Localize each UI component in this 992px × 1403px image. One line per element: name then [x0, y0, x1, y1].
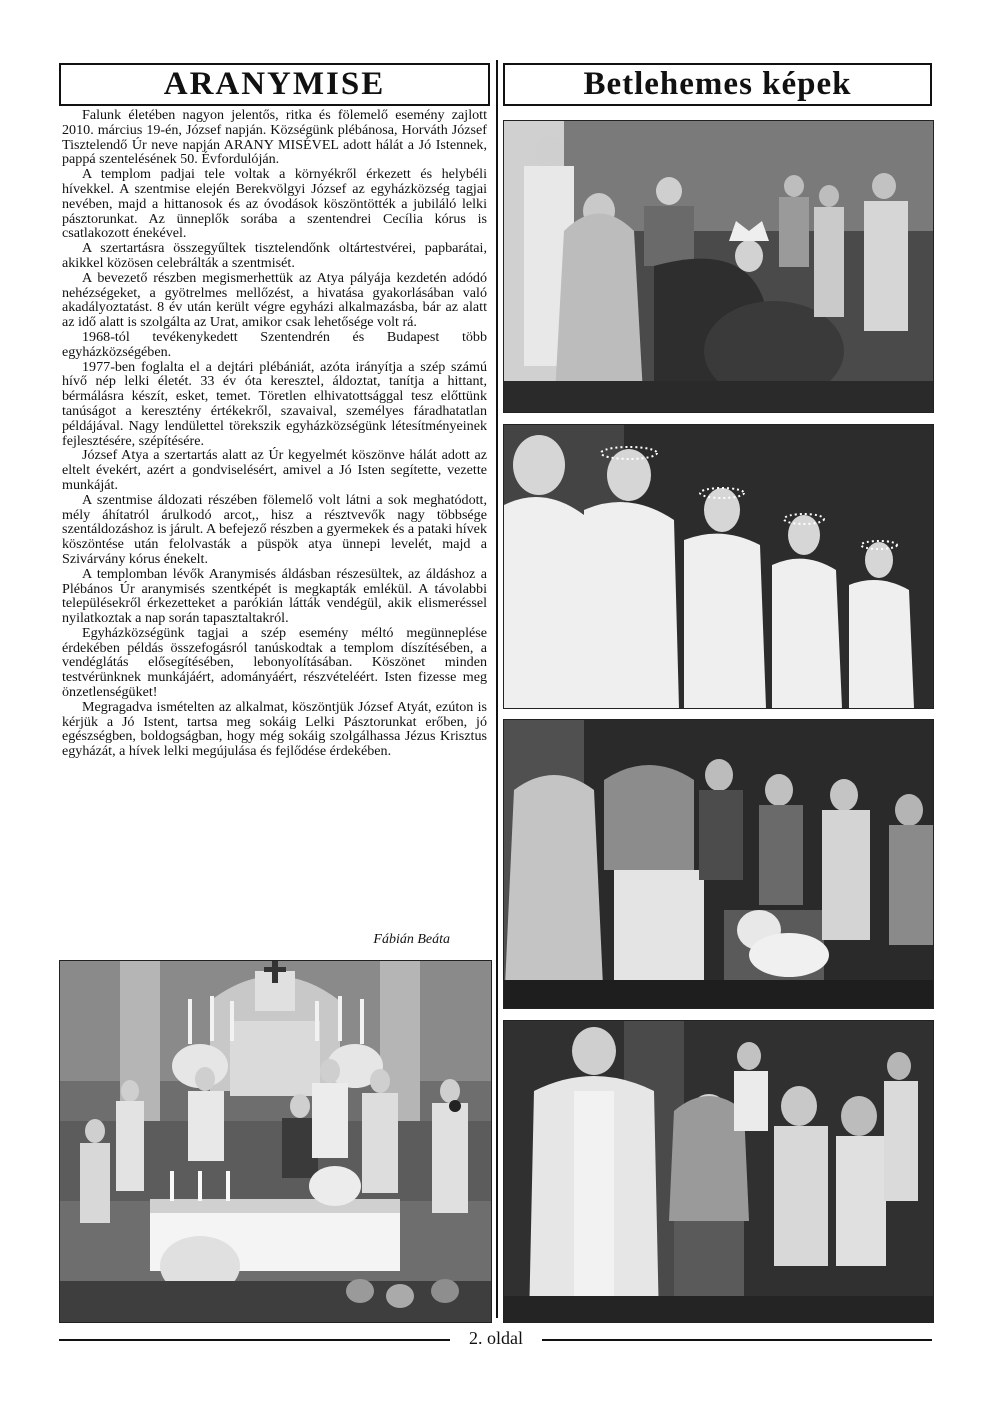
photo-jubilee-mass	[59, 960, 492, 1323]
article-paragraph: 1968-tól tevékenykedett Szentendrén és Budapest több egyházközségében.	[62, 328, 487, 360]
article-paragraph: A templomban lévők Aranymisés áldásban részesültek, az áldáshoz a Plébános Úr aranymisés szentképét is megkapták emlékül. A távolabbi településekről érkezetteket a parókián látták vendégül, akik elismeréssel nyilatkoztak a nap során tapasztaltakról.	[62, 565, 487, 627]
page-number: 2. oldal	[469, 1328, 523, 1348]
article-paragraph: A szentmise áldozati részében fölemelő volt látni a sok meghatódott, mély áhítatról árulkodó arcot,, hisz a résztvevők nagy többsége szentáldozáshoz is járult. A befejező részben a gyermekek és a pataki hívek köszöntése után felolvasták a püspök atya ünnepi levelét, majd a Szivárvány kórus énekelt.	[62, 491, 487, 567]
article-body	[62, 108, 487, 759]
footer-rule-left	[59, 1339, 450, 1341]
article-paragraph: József Atya a szertartás alatt az Úr kegyelmét köszönve hálát adott az eltelt évekért, azért a gondviselésért, amivel a Jó Isten segítette, vezette munkáját.	[62, 447, 487, 493]
photo-nativity-play-2	[503, 424, 934, 709]
photo-nativity-play-4	[503, 1020, 934, 1323]
article-paragraph: Egyházközségünk tagjai a szép esemény méltó megünneplése érdekében példás összefogásról tanúskodtak a templom díszítésében, a vendéglátás elősegítésében, lebonyolításában. Köszönet minden testvérünknek munkájáért, adományáért, részvételéért. Isten fizesse meg önzetlenségüket!	[62, 624, 487, 701]
article-paragraph: A szertartásra összegyűltek tisztelendőnk oltártestvérei, papbarátai, akikkel közösen celebrálták a szentmisét.	[62, 240, 487, 271]
article-paragraph: Megragadva ismételten az alkalmat, köszöntjük József Atyát, ezúton is kérjük a Jó Istent, tartsa meg sokáig Lelki Pásztorunkat erőben, jó egészségben, boldogságban, hogy még sokáig szolgálhassa Jézus Krisztus egyházát, a hívek lelki megújulása és fejlődése érdekében.	[62, 698, 487, 760]
photo-nativity-play-3	[503, 719, 934, 1009]
footer-rule-right	[542, 1339, 932, 1341]
article-paragraph: A templom padjai tele voltak a környékről érkezett és helybéli hívekkel. A szentmise elején Berekvölgyi József az egyházközség tagjai nevében, majd a hittanosok és az óvodások köszöntötték a jubiláló lelki pásztorunkat. Az ünneplők sorába a szentendrei Cecília kórus is csatlakozott énekével.	[62, 166, 487, 242]
column-divider	[496, 60, 498, 1318]
photo-nativity-play-1	[503, 120, 934, 413]
article-title-aranymise: ARANYMISE	[59, 63, 490, 106]
article-paragraph: 1977-ben foglalta el a dejtári plébániát, azóta irányítja a szép számú hívő nép lelki életét. 33 év óta keresztel, áldoztat, tanítja a hittant, bérmálásra készít, esket, temet. Töretlen elhivatottsággal tesz előttünk tanúságot a keresztény értékekről, szavaival, személyes fáradhatatlan példájával. Nagy lendülettel törekszik egyházközségünk létesítményeinek fejlesztésére, szépítésére.	[62, 358, 487, 449]
article-paragraph: A bevezető részben megismerhettük az Atya pályája kezdetén adódó nehézségeket, a gyötrelmes mellőzést, a hivatása gyakorlásában való akadályoztatást. 8 év után került végre egyházi alkalmazásba, bár az alatt az idő alatt is szolgálta az Urat, amikor csak lehetősége volt rá.	[62, 269, 487, 331]
article-author: Fábián Beáta	[373, 932, 450, 947]
section-title-betlehemes: Betlehemes képek	[503, 63, 932, 106]
article-paragraph: Falunk életében nagyon jelentős, ritka és fölemelő esemény zajlott 2010. március 19-én, József napján. Községünk plébánosa, Horváth József Tisztelendő Úr neve napján ARANY MISÉVEL adott hálát a Jó Istennek, pappá szentelésének 50. Évfordulóján.	[62, 107, 487, 168]
